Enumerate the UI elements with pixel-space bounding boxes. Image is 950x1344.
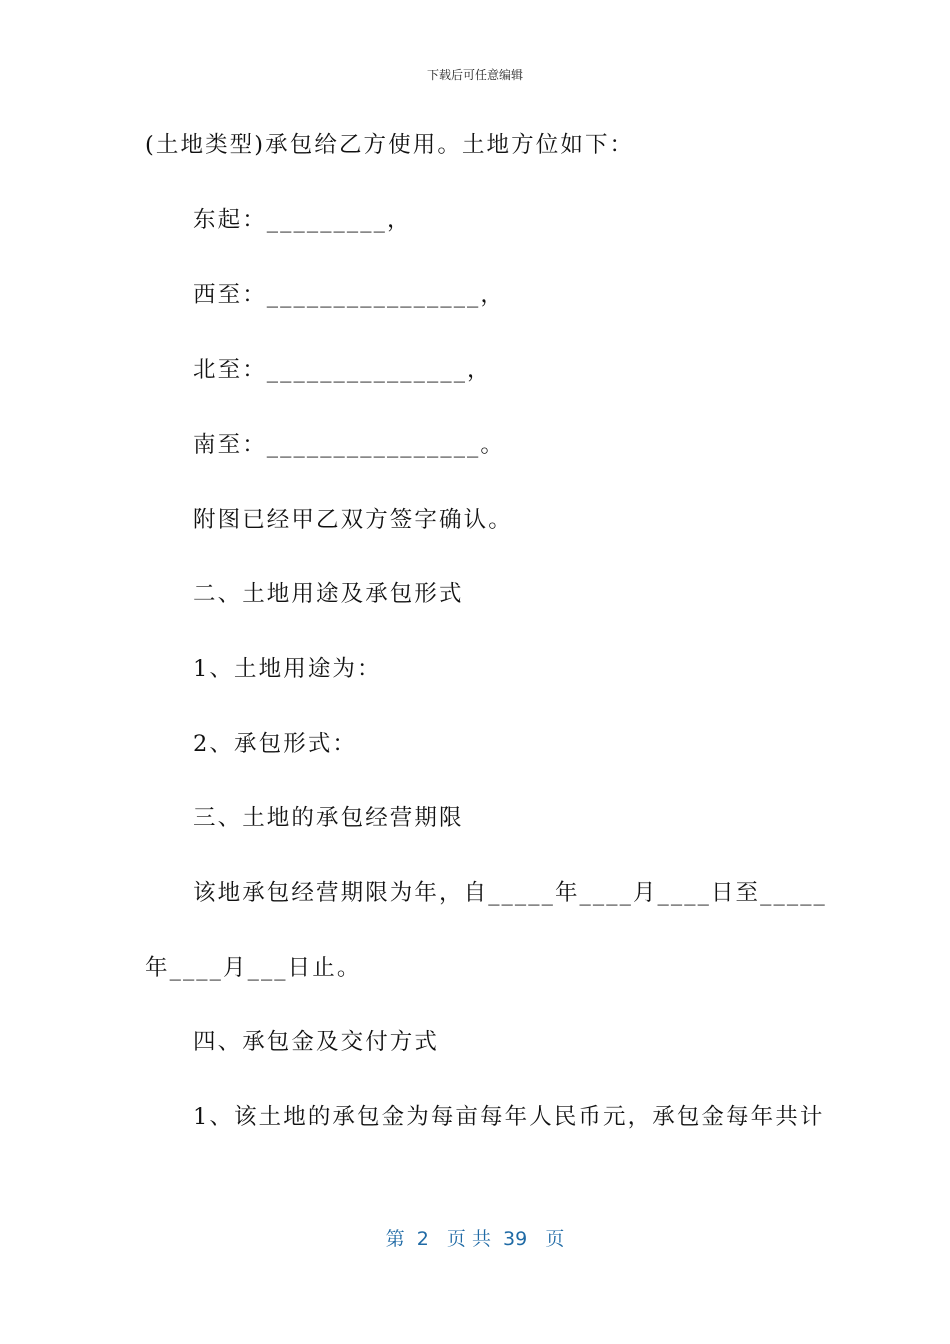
section-4-heading: 四、承包金及交付方式 (193, 1029, 440, 1055)
section-2-heading: 二、土地用途及承包形式 (193, 581, 464, 607)
fee-line: 1、该土地的承包金为每亩每年人民币元，承包金每年共计 (193, 1104, 825, 1130)
term-end-line: 年____月___日止。 (145, 955, 362, 981)
contract-form-line: 2、承包形式： (193, 731, 358, 757)
west-boundary-line: 西至：________________， (193, 282, 505, 308)
document-header-note: 下载后可任意编辑 (426, 68, 523, 82)
south-boundary-line: 南至：________________。 (193, 432, 505, 458)
east-boundary-line: 东起：_________， (193, 207, 412, 233)
term-period-line: 该地承包经营期限为年，自_____年____月____日至_____ (193, 880, 827, 906)
land-use-line: 1、土地用途为： (193, 656, 382, 682)
page-number-footer: 第 2 页 共 39 页 (385, 1228, 565, 1250)
map-confirmation-line: 附图已经甲乙双方签字确认。 (193, 507, 513, 533)
north-boundary-line: 北至：_______________， (193, 357, 492, 383)
section-3-heading: 三、土地的承包经营期限 (193, 805, 464, 831)
land-type-line: (土地类型)承包给乙方使用。土地方位如下： (145, 132, 635, 158)
